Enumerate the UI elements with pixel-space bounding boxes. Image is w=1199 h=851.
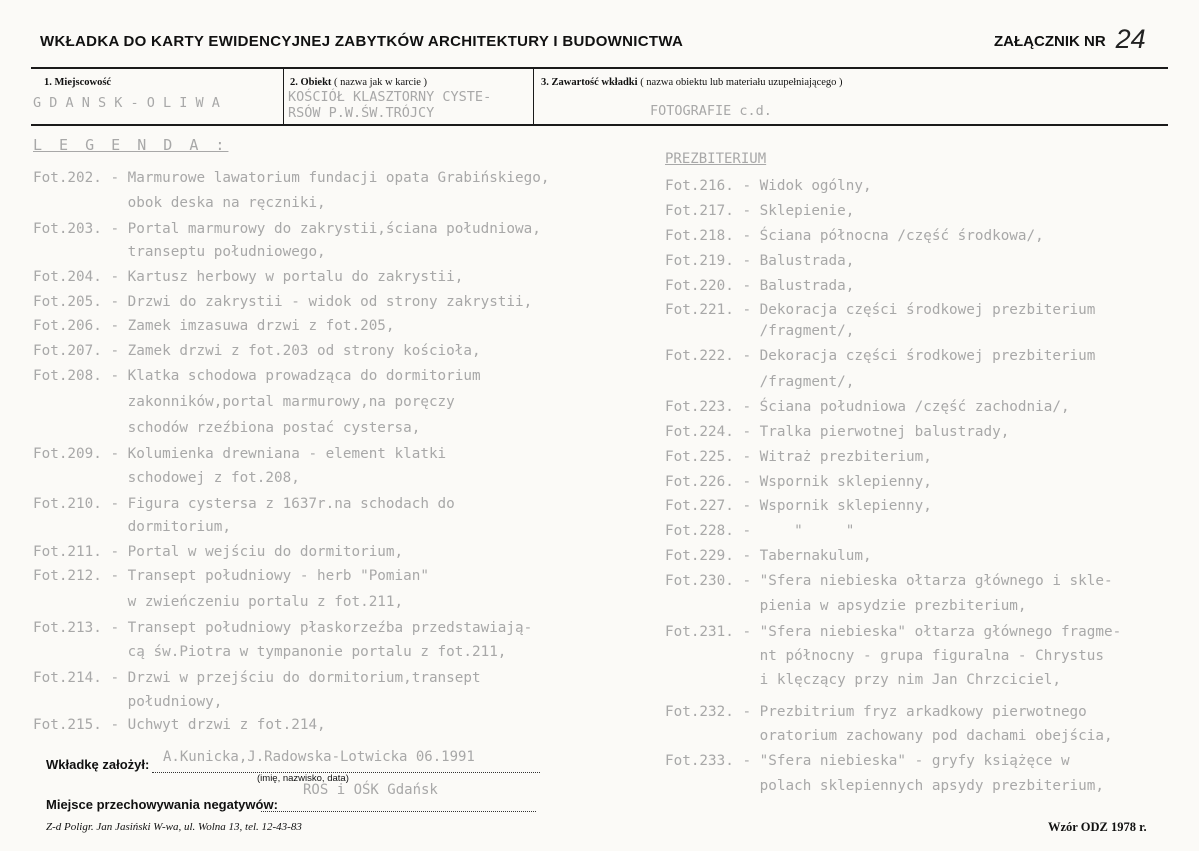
field-3-note: ( nazwa obiektu lub materiału uzupełniającego ) [640, 77, 843, 88]
list-line: pienia w apsydzie prezbiterium, [665, 598, 1027, 614]
list-line: /fragment/, [665, 374, 855, 390]
list-line: Fot.216. - Widok ogólny, [665, 178, 872, 194]
attachment-number-value: 24 [1115, 24, 1146, 54]
field-3-title: 3. Zawartość wkładki [541, 77, 638, 88]
list-line: polach sklepiennych apsydy prezbiterium, [665, 778, 1104, 794]
field-2-value-line2: RSÓW P.W.ŚW.TRÓJCY [288, 105, 435, 121]
list-line: Fot.202. - Marmurowe lawatorium fundacji opata Grabińskiego, [33, 170, 550, 186]
list-line: Fot.224. - Tralka pierwotnej balustrady, [665, 424, 1010, 440]
list-line: Fot.220. - Balustrada, [665, 278, 855, 294]
form-title: WKŁADKA DO KARTY EWIDENCYJNEJ ZABYTKÓW ARCHITEKTURY I BUDOWNICTWA [40, 33, 684, 50]
fields-bottom-rule [31, 124, 1168, 126]
list-line: obok deska na ręczniki, [33, 195, 326, 211]
list-line: nt północny - grupa figuralna - Chrystus [665, 648, 1104, 664]
list-line: Fot.208. - Klatka schodowa prowadząca do dormitorium [33, 368, 481, 384]
field-divider-2 [533, 69, 534, 124]
field-2-title: 2. Obiekt [290, 77, 332, 88]
list-line: Fot.225. - Witraż prezbiterium, [665, 449, 932, 465]
storage-dotted-line [261, 811, 536, 812]
list-line: Fot.203. - Portal marmurowy do zakrystii,ściana południowa, [33, 221, 541, 237]
list-line: Fot.215. - Uchwyt drzwi z fot.214, [33, 717, 326, 733]
printer-imprint: Z-d Poligr. Jan Jasiński W-wa, ul. Wolna 13, tel. 12-43-83 [46, 821, 302, 833]
list-line: Fot.230. - "Sfera niebieska ołtarza głównego i skle- [665, 573, 1113, 589]
list-line: Fot.233. - "Sfera niebieska" - gryfy książęce w [665, 753, 1070, 769]
field-2-note: ( nazwa jak w karcie ) [334, 77, 428, 88]
list-line: Fot.227. - Wspornik sklepienny, [665, 498, 932, 514]
section-heading-prezbiterium: PREZBITERIUM [665, 151, 767, 167]
storage-label: Miejsce przechowywania negatywów: [46, 797, 278, 812]
list-line: cą św.Piotra w tympanonie portalu z fot.211, [33, 644, 507, 660]
list-line: Fot.209. - Kolumienka drewniana - element klatki [33, 446, 447, 462]
list-line: Fot.214. - Drzwi w przejściu do dormitorium,transept [33, 670, 481, 686]
field-2-label [290, 77, 427, 88]
author-hint: (imię, nazwisko, data) [257, 773, 349, 784]
list-line: i klęczący przy nim Jan Chrzciciel, [665, 672, 1061, 688]
list-line: Fot.204. - Kartusz herbowy w portalu do zakrystii, [33, 269, 464, 285]
list-line: Fot.221. - Dekoracja części środkowej prezbiterium [665, 302, 1096, 318]
author-label: Wkładkę założył: [46, 757, 150, 772]
legend-title: L E G E N D A : [33, 136, 229, 154]
list-line: Fot.213. - Transept południowy płaskorzeźba przedstawiają- [33, 620, 533, 636]
list-line: dormitorium, [33, 519, 231, 535]
list-line: Fot.232. - Prezbitrium fryz arkadkowy pierwotnego [665, 704, 1087, 720]
list-line: schodowej z fot.208, [33, 470, 300, 486]
list-line: Fot.210. - Figura cystersa z 1637r.na schodach do [33, 496, 455, 512]
field-3-value: FOTOGRAFIE c.d. [650, 103, 772, 119]
attachment-label: ZAŁĄCZNIK NR [994, 33, 1106, 50]
author-value: A.Kunicka,J.Radowska-Lotwicka 06.1991 [163, 749, 475, 765]
list-line: południowy, [33, 694, 223, 710]
list-line: w zwieńczeniu portalu z fot.211, [33, 594, 404, 610]
field-2-value-line1: KOŚCIÓŁ KLASZTORNY CYSTE- [288, 89, 492, 105]
list-line: Fot.211. - Portal w wejściu do dormitorium, [33, 544, 404, 560]
field-3-label [541, 77, 843, 88]
list-line: Fot.207. - Zamek drzwi z fot.203 od strony kościoła, [33, 343, 481, 359]
list-line: Fot.218. - Ściana północna /część środkowa/, [665, 228, 1044, 244]
field-1-value: G D A N S K - O L I W A [33, 95, 220, 111]
list-line: Fot.222. - Dekoracja części środkowej prezbiterium [665, 348, 1096, 364]
list-line: /fragment/, [665, 323, 855, 339]
list-line: Fot.223. - Ściana południowa /część zachodnia/, [665, 399, 1070, 415]
list-line: Fot.231. - "Sfera niebieska" ołtarza głównego fragme- [665, 624, 1122, 640]
storage-value: ROS i OŚK Gdańsk [303, 782, 438, 798]
list-line: Fot.229. - Tabernakulum, [665, 548, 872, 564]
list-line: Fot.205. - Drzwi do zakrystii - widok od strony zakrystii, [33, 294, 533, 310]
attachment-number [994, 24, 1146, 55]
list-line: Fot.219. - Balustrada, [665, 253, 855, 269]
list-line: zakonników,portal marmurowy,na poręczy [33, 394, 455, 410]
list-line: Fot.206. - Zamek imzasuwa drzwi z fot.205, [33, 318, 395, 334]
list-line: oratorium zachowany pod dachami obejścia, [665, 728, 1113, 744]
list-line: transeptu południowego, [33, 244, 326, 260]
form-code: Wzór ODZ 1978 r. [1048, 820, 1147, 834]
field-1-label: 1. Miejscowość [44, 77, 112, 88]
list-line: schodów rzeźbiona postać cystersa, [33, 420, 421, 436]
list-line: Fot.217. - Sklepienie, [665, 203, 855, 219]
list-line: Fot.228. - " " [665, 523, 855, 539]
list-line: Fot.212. - Transept południowy - herb "Pomian" [33, 568, 429, 584]
list-line: Fot.226. - Wspornik sklepienny, [665, 474, 932, 490]
top-rule [31, 67, 1168, 69]
field-divider-1 [283, 69, 284, 124]
